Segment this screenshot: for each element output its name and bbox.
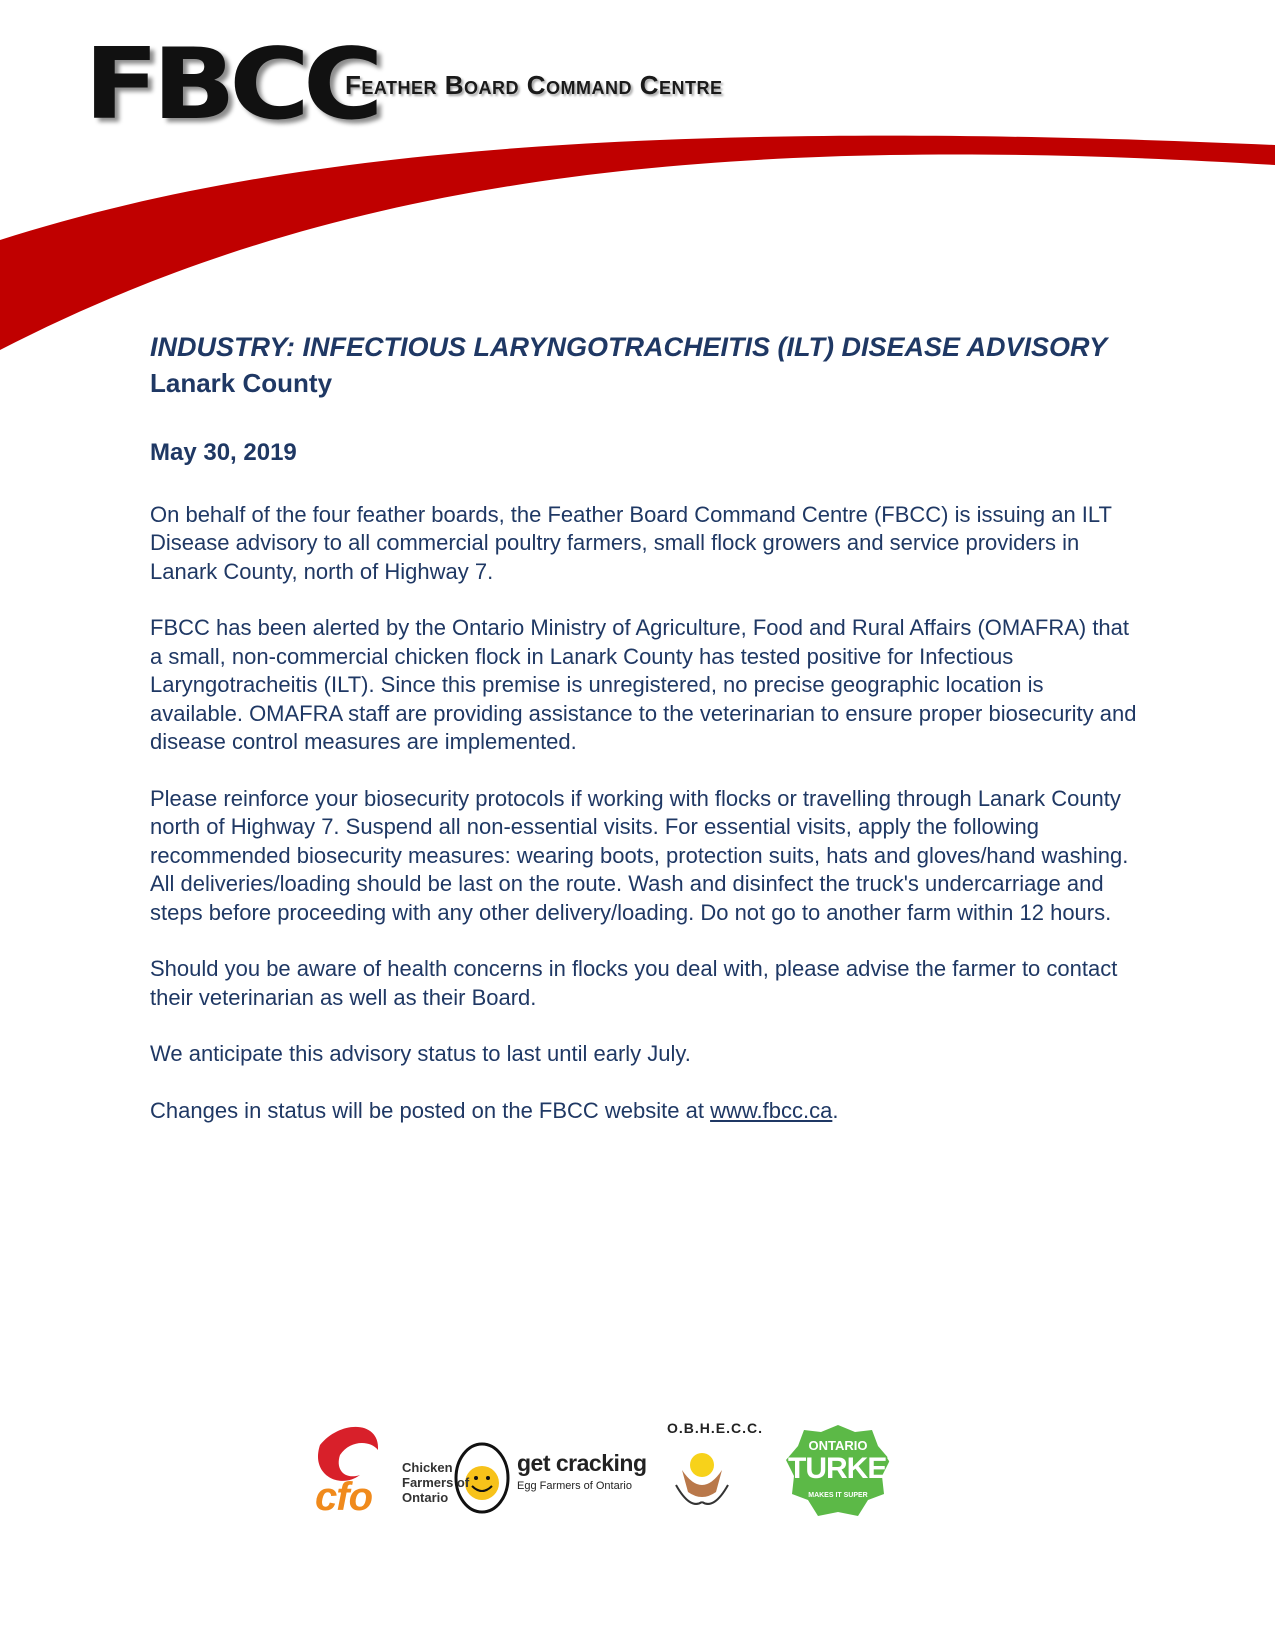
paragraph: Should you be aware of health concerns in flocks you deal with, please advise the farmer to contact their veterinarian as well as their Board.	[150, 956, 1118, 1010]
advisory-body	[150, 330, 1140, 1125]
website-link[interactable]: www.fbcc.ca	[710, 1097, 833, 1123]
partner-logos	[310, 1420, 930, 1540]
paragraph: Please reinforce your biosecurity protocols if working with flocks or travelling through Lanark County north of Highway 7. Suspend all non-essential visits. For essential visits, apply the following recommended biosecurity measures: wearing boots, protection suits, hats and gloves/hand washing. All deliveries/loading should be last on the route. Wash and disinfect the truck's undercarriage and steps before proceeding with any other delivery/loading. Do not go to another farm within 12 hours.	[150, 785, 1129, 925]
paragraph: We anticipate this advisory status to last until early July.	[150, 1041, 691, 1067]
closing-text: Changes in status will be posted on the FBCC website at	[150, 1097, 711, 1123]
turkey-tagline: MAKES IT SUPER	[808, 1492, 868, 1499]
closing-paragraph	[150, 1097, 1140, 1126]
header	[0, 0, 1275, 360]
cfo-logo-mark	[318, 1427, 378, 1481]
advisory-date: May 30, 2019	[150, 438, 297, 466]
turkey-top-label: ONTARIO	[808, 1438, 868, 1453]
cfo-logo-text: cfo	[315, 1475, 372, 1519]
obhecc-chick-icon	[676, 1453, 728, 1504]
paragraph: FBCC has been alerted by the Ontario Ministry of Agriculture, Food and Rural Affairs (OMAFRA) that a small, non-commercial chicken flock in Lanark County has tested positive for Infectious Laryngotracheitis (ILT). Since this premise is unregistered, no precise geographic location is available. OMAFRA staff are providing assistance to the veterinarian to ensure proper biosecurity and disease control measures are implemented.	[150, 615, 1137, 755]
cfo-label: Chicken Farmers of Ontario	[402, 1460, 470, 1505]
advisory-title: INDUSTRY: INFECTIOUS LARYNGOTRACHEITIS (ILT) DISEASE ADVISORY	[150, 332, 1108, 362]
turkey-main-label: TURKEY	[788, 1452, 906, 1485]
closing-period: .	[832, 1097, 839, 1123]
paragraph: On behalf of the four feather boards, the Feather Board Command Centre (FBCC) is issuing an ILT Disease advisory to all commercial poultry farmers, small flock growers and service providers in Lanark County, north of Highway 7.	[150, 501, 1112, 584]
advisory-subtitle: Lanark County	[150, 368, 333, 399]
get-cracking-logo: get cracking	[517, 1450, 647, 1476]
egg-farmers-label: Egg Farmers of Ontario	[517, 1480, 632, 1492]
obhecc-logo-text: O.B.H.E.C.C.	[667, 1420, 764, 1436]
fbcc-logo: FBCC	[84, 28, 377, 142]
logo-subtitle: Feather Board Command Centre	[345, 70, 723, 100]
